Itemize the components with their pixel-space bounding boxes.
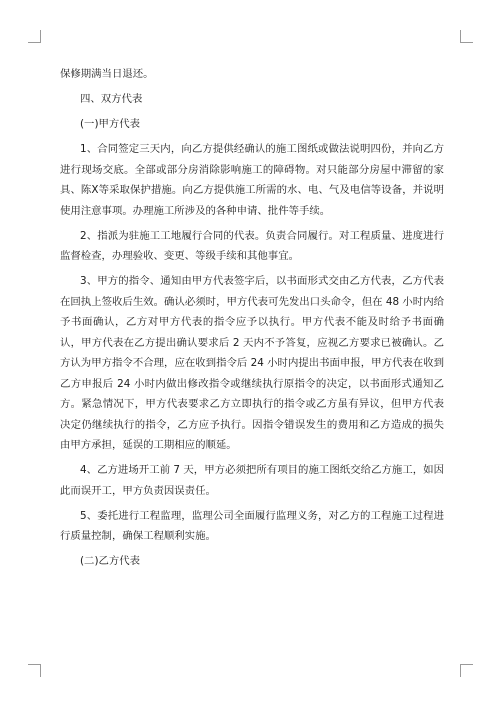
clause-1: 1、合同签定三天内，向乙方提供经确认的施工图纸或做法说明四份，并向乙方进行现场交底。全部或部分房消除影响施工的障碍物。对只能部分房屋中滞留的家具、陈X等采取保护措施。向乙方提供施工所需的水、电、气及电信等设备，并说明使用注意事项。办理施工所涉及的各种申请、批件等手续。	[60, 143, 444, 217]
clause-2: 2、指派为驻施工工地履行合同的代表。负责合同履行。对工程质量、进度进行监督检查，办理验收、变更、等级手续和其他事宜。	[60, 229, 444, 262]
document-body	[60, 64, 444, 576]
crop-mark-top-right	[460, 30, 473, 43]
subsection-heading-party-a: (一)甲方代表	[80, 118, 141, 130]
clause-5: 5、委托进行工程监理，监理公司全面履行监理义务，对乙方的工程施工过程进行质量控制，确保工程顺利实施。	[60, 509, 444, 542]
crop-mark-top-left	[28, 30, 41, 43]
section-heading-representatives: 四、双方代表	[80, 93, 143, 105]
clause-4: 4、乙方进场开工前 7 天，甲方必须把所有项目的施工图纸交给乙方施工，如因此而误开工，甲方负责因误责任。	[60, 464, 444, 497]
clause-3: 3、甲方的指令、通知由甲方代表签字后，以书面形式交由乙方代表，乙方代表在回执上签收后生效。确认必须时，甲方代表可先发出口头命令，但在 48 小时内给予书面确认，乙方对甲方代表的指令应予以执行。甲方代表不能及时给予书面确认，甲方代表在乙方提出确认要求后 2 天内不予答复，应视乙方要求已被确认。乙方认为甲方指令不合理，应在收到指令后 24 小时内提出书面申报，甲方代表在收到乙方申报后 24 小时内做出修改指令或继续执行原指令的决定，以书面形式通知乙方。紧急情况下，甲方代表要求乙方立即执行的指令或乙方虽有异议，但甲方代表决定仍继续执行的指令，乙方应予执行。因指令错误发生的费用和乙方造成的损失由甲方承担，延误的工期相应的顺延。	[60, 275, 444, 451]
subsection-heading-party-b: (二)乙方代表	[80, 555, 141, 567]
paragraph-warranty-end: 保修期满当日退还。	[60, 68, 154, 80]
crop-mark-bottom-right	[460, 664, 473, 677]
crop-mark-bottom-left	[28, 664, 41, 677]
